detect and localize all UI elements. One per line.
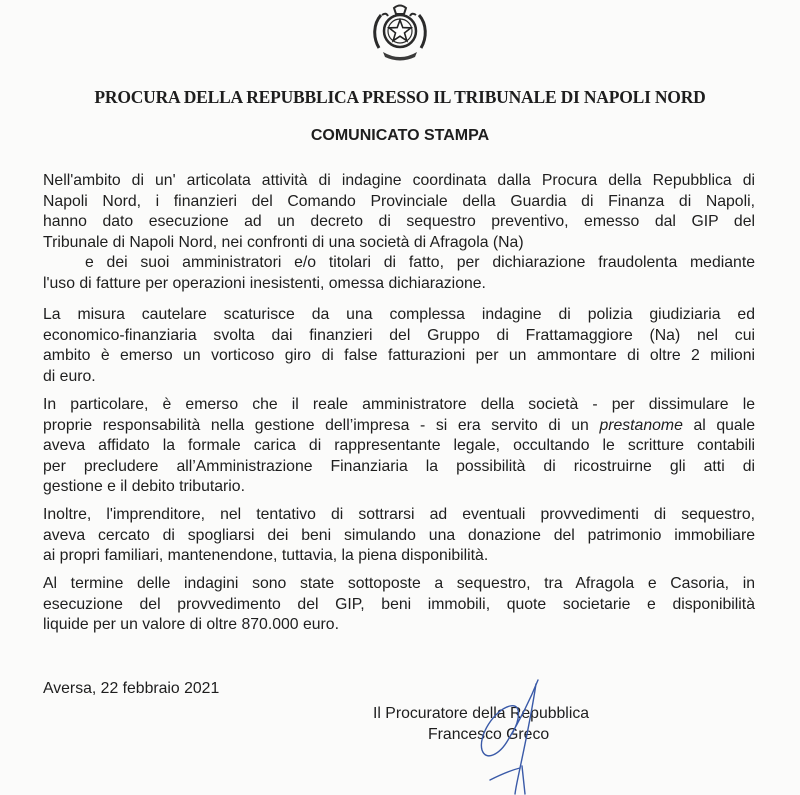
- page-subtitle: COMUNICATO STAMPA: [310, 127, 490, 144]
- paragraph-line: In particolare, è emerso che il reale amministratore della società - per dissimulare le: [43, 396, 755, 413]
- paragraph-line: liquide per un valore di oltre 870.000 euro.: [43, 616, 339, 633]
- paragraph-line: economico-finanziaria svolta dai finanzieri del Gruppo di Frattamaggiore (Na) nel cui: [43, 326, 755, 344]
- paragraph-line: Tribunale di Napoli Nord, nei confronti di una società di Afragola (Na): [43, 233, 524, 251]
- italian-republic-emblem-icon: [369, 2, 431, 64]
- line-text: al quale: [682, 416, 755, 434]
- paragraph-line: ambito è emerso un vorticoso giro di false fatturazioni per un ammontare di oltre 2 milioni: [43, 347, 755, 364]
- paragraph-line: e dei suoi amministratori e/o titolari di fatto, per dichiarazione fraudolenta mediante: [85, 254, 755, 271]
- paragraph-line: l'uso di fatture per operazioni inesistenti, omessa dichiarazione.: [43, 274, 486, 292]
- paragraph-line: di euro.: [43, 367, 96, 385]
- paragraph-line: Inoltre, l'imprenditore, nel tentativo di sottrarsi ad eventuali provvedimenti di sequestro,: [43, 506, 755, 523]
- paragraph-line: hanno dato esecuzione ad un decreto di sequestro preventivo, emesso dal GIP del: [43, 213, 755, 230]
- paragraph-line-with-italic: [43, 416, 755, 437]
- paragraph-5: [43, 574, 755, 636]
- paragraph-line: Nell'ambito di un' articolata attività di indagine coordinata dalla Procura della Repubblica di: [43, 172, 755, 189]
- paragraph-line: aveva affidato la formale carica di rappresentante legale, occultando le scritture contabili: [43, 437, 755, 454]
- signatory-title: Il Procuratore della Repubblica: [373, 705, 590, 722]
- italic-term: prestanome: [599, 416, 683, 434]
- page-title: PROCURA DELLA REPUBBLICA PRESSO IL TRIBUNALE DI NAPOLI NORD: [94, 87, 706, 107]
- handwritten-signature-icon: [460, 670, 570, 795]
- paragraph-1: [43, 171, 755, 294]
- paragraph-2: [43, 305, 755, 387]
- paragraph-line: gestione e il debito tributario.: [43, 478, 245, 495]
- paragraph-line: La misura cautelare scaturisce da una complessa indagine di polizia giudiziaria ed: [43, 306, 755, 323]
- paragraph-line: ai propri familiari, mantenendone, tuttavia, la piena disponibilità.: [43, 547, 489, 564]
- paragraph-4: [43, 505, 755, 567]
- document-date: Aversa, 22 febbraio 2021: [43, 680, 220, 697]
- signatory-name: Francesco Greco: [428, 726, 550, 743]
- line-text: proprie responsabilità nella gestione dell’impresa - si era servito di un: [43, 416, 600, 434]
- paragraph-3: [43, 395, 755, 498]
- paragraph-line: Napoli Nord, i finanzieri del Comando Provinciale della Guardia di Finanza di Napoli,: [43, 192, 755, 210]
- paragraph-line: aveva cercato di spogliarsi dei beni simulando una donazione del patrimonio immobiliare: [43, 526, 755, 544]
- paragraph-line: Al termine delle indagini sono state sottoposte a sequestro, tra Afragola e Casoria, in: [43, 575, 755, 592]
- paragraph-line: esecuzione del provvedimento del GIP, beni immobili, quote societarie e disponibilità: [43, 595, 755, 613]
- paragraph-line: per precludere all’Amministrazione Finanziaria la possibilità di ricostruirne gli atti di: [43, 457, 755, 475]
